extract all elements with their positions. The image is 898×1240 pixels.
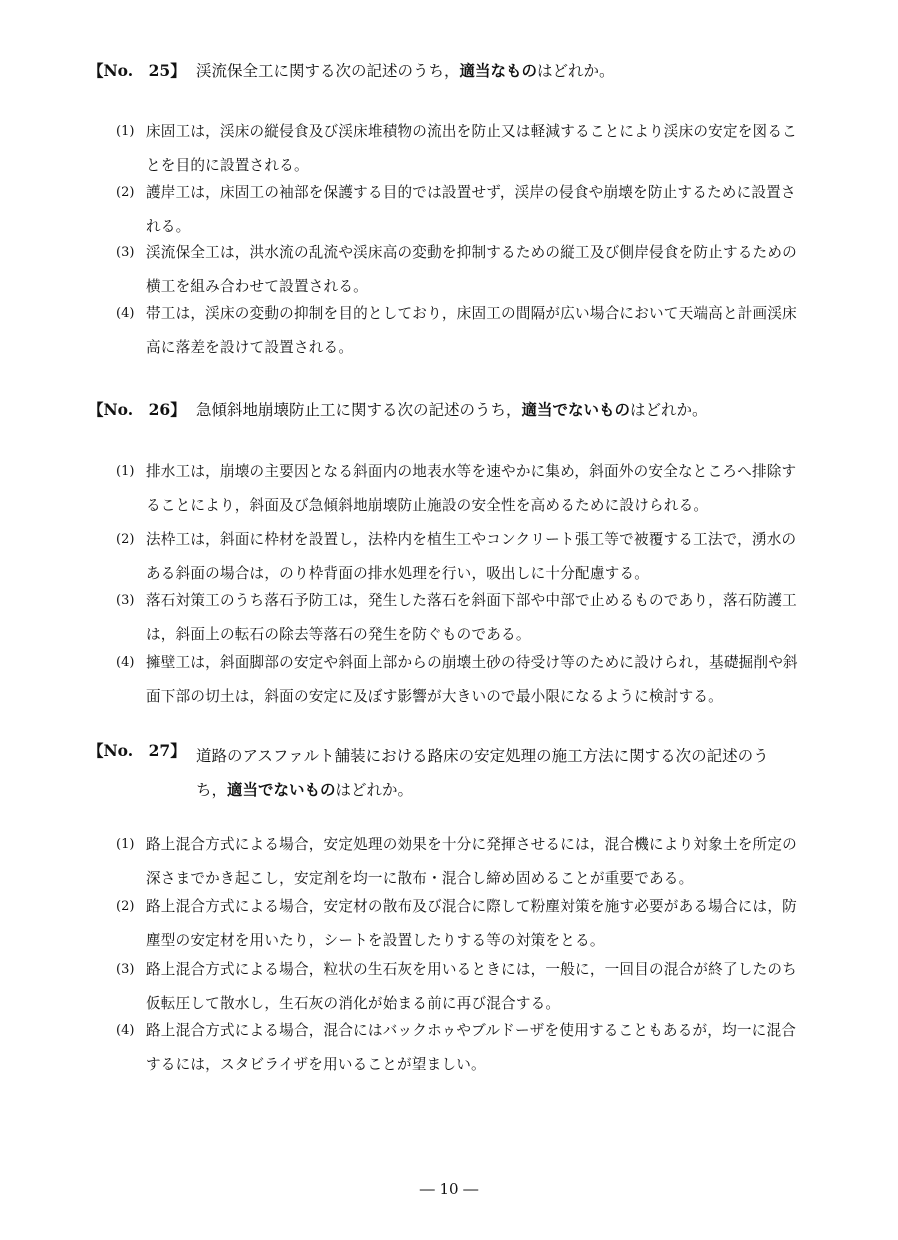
choice-number: (1) — [116, 464, 135, 479]
question-stem: 渓流保全工に関する次の記述のうち，適当なものはどれか。 — [196, 61, 615, 80]
choice-text: 路上混合方式による場合，粒状の生石灰を用いるときには，一般に，一回目の混合が終了したのち仮転圧して散水し，生石灰の消化が始まる前に再び混合する。 — [146, 961, 797, 1012]
choice-number: (1) — [116, 837, 135, 852]
choice-text: 排水工は，崩壊の主要因となる斜面内の地表水等を速やかに集め，斜面外の安全なところへ排除することにより，斜面及び急傾斜地崩壊防止施設の安全性を高めるために設けられる。 — [146, 463, 797, 514]
choice-text: 法枠工は，斜面に枠材を設置し，法枠内を植生工やコンクリート張工等で被覆する工法で，湧水のある斜面の場合は，のり枠背面の排水処理を行い，吸出しに十分配慮する。 — [146, 531, 797, 582]
choice-text: 床固工は，渓床の縦侵食及び渓床堆積物の流出を防止又は軽減することにより渓床の安定を図ることを目的に設置される。 — [146, 123, 797, 174]
choice-number: (2) — [116, 899, 135, 914]
question-stem: 急傾斜地崩壊防止工に関する次の記述のうち，適当でないものはどれか。 — [196, 400, 708, 419]
choice-number: (3) — [116, 962, 135, 977]
choice-text: 落石対策工のうち落石予防工は，発生した落石を斜面下部や中部で止めるものであり，落石防護工は，斜面上の転石の除去等落石の発生を防ぐものである。 — [146, 592, 797, 643]
choice-text: 帯工は，渓床の変動の抑制を目的としており，床固工の間隔が広い場合において天端高と計画渓床高に落差を設けて設置される。 — [146, 305, 797, 356]
question-stem: 道路のアスファルト舗装における路床の安定処理の施工方法に関する次の記述のうち，適当でないものはどれか。 — [196, 747, 769, 799]
choice-text: 護岸工は，床固工の袖部を保護する目的では設置せず，渓岸の侵食や崩壊を防止するために設置される。 — [146, 184, 796, 235]
choice-text: 路上混合方式による場合，安定処理の効果を十分に発揮させるには，混合機により対象土を所定の深さまでかき起こし，安定剤を均一に散布・混合し締め固めることが重要である。 — [146, 836, 797, 887]
stem-emphasis: 適当なもの — [459, 61, 538, 80]
choice-number: (4) — [116, 1023, 135, 1038]
choice-number: (3) — [116, 245, 135, 260]
choice-number: (2) — [116, 185, 135, 200]
choice-number: (4) — [116, 306, 135, 321]
choice-text: 渓流保全工は，洪水流の乱流や渓床高の変動を抑制するための縦工及び側岸侵食を防止するための横工を組み合わせて設置される。 — [146, 244, 797, 295]
choice-text: 路上混合方式による場合，安定材の散布及び混合に際して粉塵対策を施す必要がある場合には，防塵型の安定材を用いたり，シートを設置したりする等の対策をとる。 — [146, 898, 797, 949]
choice-number: (4) — [116, 655, 135, 670]
stem-emphasis: 適当でないもの — [227, 780, 336, 799]
choice-text: 路上混合方式による場合，混合にはバックホゥやブルドーザを使用することもあるが，均一に混合するには，スタビライザを用いることが望ましい。 — [146, 1022, 797, 1073]
question-number: 【No. 27】 — [88, 741, 186, 760]
stem-emphasis: 適当でないもの — [521, 400, 631, 419]
choice-number: (2) — [116, 532, 135, 547]
choice-number: (1) — [116, 124, 135, 139]
choice-number: (3) — [116, 593, 135, 608]
choice-text: 擁壁工は，斜面脚部の安定や斜面上部からの崩壊土砂の待受け等のために設けられ，基礎掘削や斜面下部の切土は，斜面の安定に及ぼす影響が大きいので最小限になるように検討する。 — [146, 654, 798, 705]
question-number: 【No. 25】 — [88, 61, 186, 80]
question-number: 【No. 26】 — [88, 400, 186, 419]
page-number: ― 10 ― — [419, 1180, 479, 1198]
